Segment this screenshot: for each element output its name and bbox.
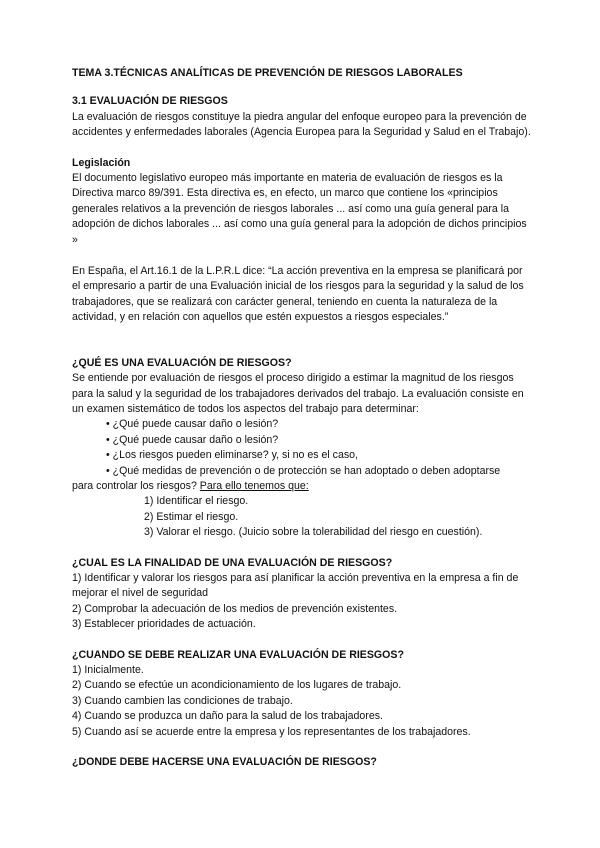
list-item: 4) Cuando se produzca un daño para la salud de los trabajadores. — [72, 710, 383, 723]
step-item: 2) Estimar el riesgo. — [144, 510, 239, 523]
underlined-phrase: Para ello tenemos que: — [199, 479, 309, 492]
list-item: 2) Comprobar la adecuación de los medios de prevención existentes. — [72, 602, 398, 615]
spacer — [72, 633, 532, 648]
section-heading-que-es: ¿QUÉ ES UNA EVALUACIÓN DE RIESGOS? — [72, 356, 292, 369]
list-item: 3) Cuando cambien las condiciones de trabajo. — [72, 694, 293, 707]
bullet-item-last-line2 — [72, 479, 532, 494]
bullet-item: • ¿Qué puede causar daño o lesión? — [106, 433, 279, 446]
step-item: 1) Identificar el riesgo. — [144, 495, 249, 508]
spacer — [72, 740, 532, 755]
bullet-item-last-text: para controlar los riesgos? — [72, 479, 197, 492]
bullet-item: • ¿Los riesgos pueden eliminarse? y, si no es el caso, — [106, 449, 359, 462]
document-content — [72, 66, 532, 770]
section-heading-evaluacion: 3.1 EVALUACIÓN DE RIESGOS — [72, 95, 228, 108]
step-item: 3) Valorar el riesgo. (Juicio sobre la tolerabilidad del riesgo en cuestión). — [144, 526, 483, 539]
list-item: 1) Inicialmente. — [72, 664, 144, 676]
section-paragraph-legislacion: El documento legislativo europeo más importante en materia de evaluación de riesgos es la Directiva marco 89/391. Esta directiva es, en efecto, un marco que contiene los «principios generales relativos a la prevención de riesgos laborales ... así como una guía general para la adopción de dichos laborales ... así como una guía general para la adopción de dichos principios » — [72, 172, 527, 246]
section-heading-cuando: ¿CUANDO SE DEBE REALIZAR UNA EVALUACIÓN DE RIESGOS? — [72, 648, 404, 661]
list-item: 5) Cuando así se acuerde entre la empresa y los representantes de los trabajadores. — [72, 725, 471, 738]
document-title: TEMA 3.TÉCNICAS ANALÍTICAS DE PREVENCIÓN DE RIESGOS LABORALES — [72, 67, 463, 79]
spacer — [72, 141, 532, 156]
section-paragraph-spain: En España, el Art.16.1 de la L.P.R.L dice: “La acción preventiva en la empresa se planificará por el empresario a partir de una Evaluación inicial de los riesgos para la seguridad y la salud de los trabajadores, que se realizará con carácter general, teniendo en cuenta la naturaleza de la actividad, y en relación con aquellos que estén expuestos a riesgos especiales.” — [72, 265, 524, 324]
section-heading-finalidad: ¿CUAL ES LA FINALIDAD DE UNA EVALUACIÓN DE RIESGOS? — [72, 556, 393, 569]
section-heading-legislacion: Legislación — [72, 156, 131, 169]
section-heading-donde: ¿DONDE DEBE HACERSE UNA EVALUACIÓN DE RIESGOS? — [72, 756, 377, 769]
spacer — [72, 248, 532, 264]
section-paragraph-evaluacion: La evaluación de riesgos constituye la piedra angular del enfoque europeo para la prevención de accidentes y enfermedades laborales (Agencia Europea para la Seguridad y Salud en el Trabajo). — [72, 110, 531, 139]
list-item: 1) Identificar y valorar los riesgos para así planificar la acción preventiva en la empresa a fin de mejorar el nivel de seguridad — [72, 571, 519, 600]
list-item: 3) Establecer prioridades de actuación. — [72, 618, 256, 631]
bullet-item-last-line1: • ¿Qué medidas de prevención o de protección se han adoptado o deben adoptarse — [106, 464, 501, 477]
spacer — [72, 326, 532, 356]
spacer — [72, 541, 532, 556]
bullet-item: • ¿Qué puede causar daño o lesión? — [106, 418, 279, 431]
list-item: 2) Cuando se efectúe un acondicionamiento de los lugares de trabajo. — [72, 679, 402, 692]
section-paragraph-que-es: Se entiende por evaluación de riesgos el proceso dirigido a estimar la magnitud de los riesgos para la salud y la seguridad de los trabajadores derivados del trabajo. La evaluación consiste en un examen sistemático de todos los aspectos del trabajo para determinar: — [72, 372, 524, 415]
